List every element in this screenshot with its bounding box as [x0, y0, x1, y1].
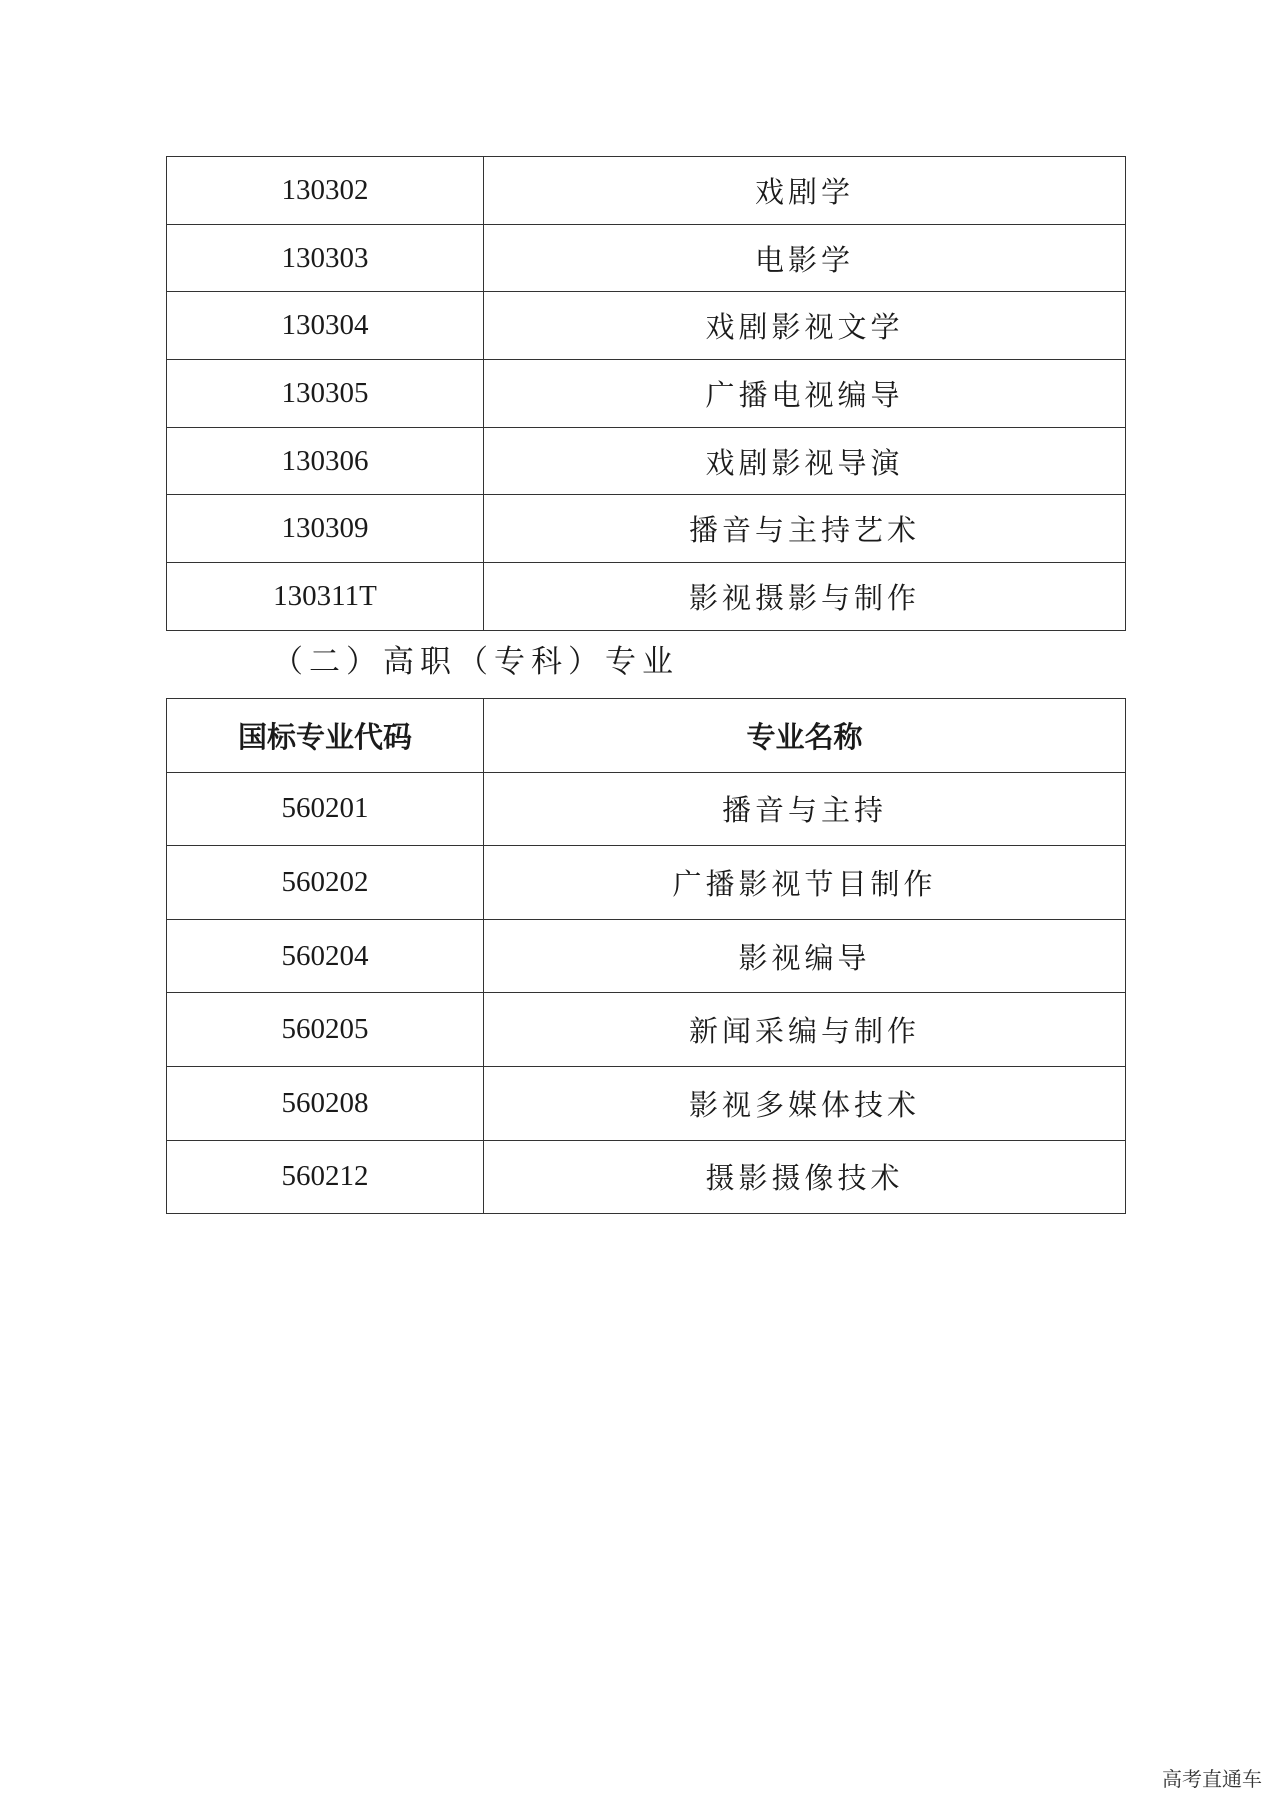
major-code: 560208	[167, 1066, 484, 1140]
major-name: 播音与主持	[484, 772, 1126, 846]
major-code: 560202	[167, 846, 484, 920]
major-code: 130306	[167, 427, 484, 495]
major-code: 560205	[167, 993, 484, 1067]
table-header-row	[167, 699, 1126, 773]
major-name: 电影学	[484, 224, 1126, 292]
table-row	[167, 846, 1126, 920]
vocational-major-table	[166, 698, 1126, 1214]
major-name: 戏剧影视导演	[484, 427, 1126, 495]
table-row	[167, 224, 1126, 292]
major-code: 560201	[167, 772, 484, 846]
major-code: 560204	[167, 919, 484, 993]
column-header-name: 专业名称	[484, 699, 1126, 773]
column-header-code: 国标专业代码	[167, 699, 484, 773]
major-name: 影视摄影与制作	[484, 563, 1126, 631]
table-row	[167, 772, 1126, 846]
table-row	[167, 563, 1126, 631]
major-name: 影视多媒体技术	[484, 1066, 1126, 1140]
major-name: 戏剧学	[484, 157, 1126, 225]
table-row	[167, 495, 1126, 563]
major-name: 摄影摄像技术	[484, 1140, 1126, 1214]
table-row	[167, 1066, 1126, 1140]
major-name: 新闻采编与制作	[484, 993, 1126, 1067]
table-row	[167, 993, 1126, 1067]
major-code: 560212	[167, 1140, 484, 1214]
watermark: 高考直通车	[1162, 1767, 1262, 1791]
table-row	[167, 292, 1126, 360]
major-code: 130303	[167, 224, 484, 292]
table-row	[167, 157, 1126, 225]
major-name: 播音与主持艺术	[484, 495, 1126, 563]
table-row	[167, 919, 1126, 993]
table-row	[167, 427, 1126, 495]
major-code: 130302	[167, 157, 484, 225]
major-name: 戏剧影视文学	[484, 292, 1126, 360]
section-heading: （二）高职（专科）专业	[272, 644, 679, 680]
major-name: 广播影视节目制作	[484, 846, 1126, 920]
table-row	[167, 1140, 1126, 1214]
major-code: 130305	[167, 360, 484, 428]
major-code: 130304	[167, 292, 484, 360]
undergrad-major-table	[166, 156, 1126, 631]
table-row	[167, 360, 1126, 428]
major-code: 130309	[167, 495, 484, 563]
major-name: 广播电视编导	[484, 360, 1126, 428]
major-code: 130311T	[167, 563, 484, 631]
major-name: 影视编导	[484, 919, 1126, 993]
